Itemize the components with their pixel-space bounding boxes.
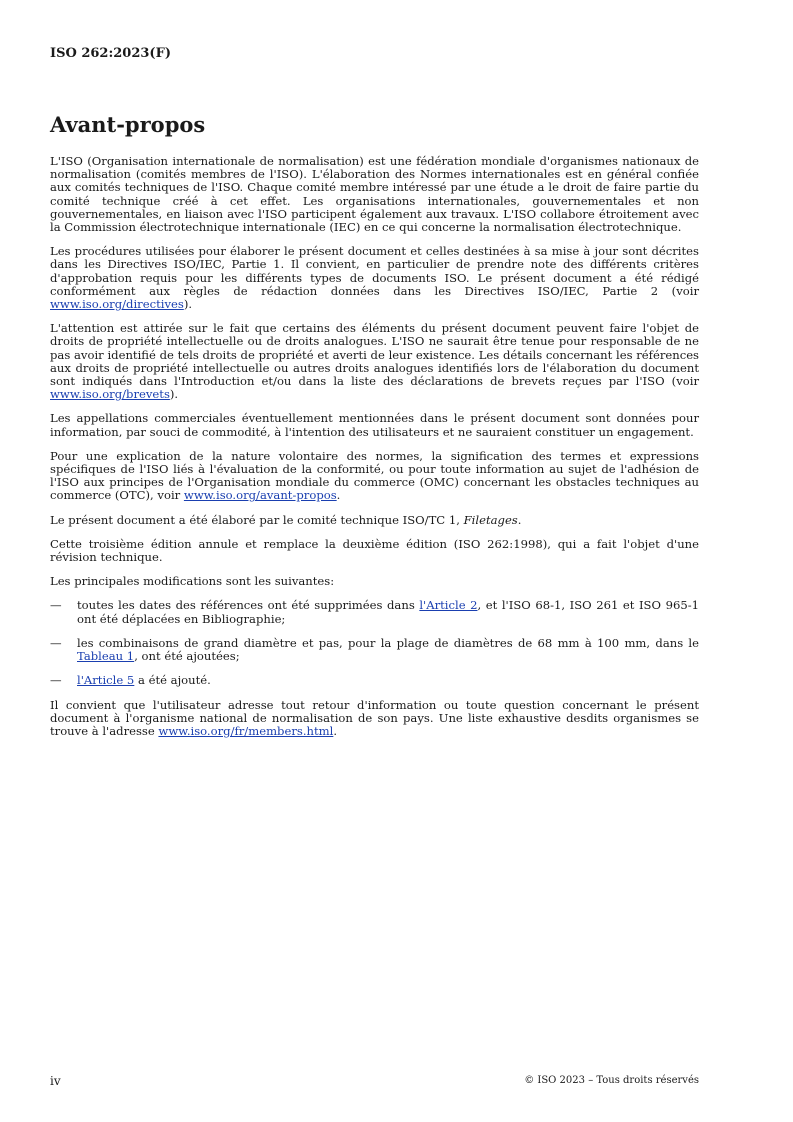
directives-link[interactable]: www.iso.org/directives <box>50 297 184 312</box>
dash-bullet: — <box>50 673 62 688</box>
foreword-body <box>50 155 699 749</box>
list-item: — toutes les dates des références ont été supprimées dans l'Article 2, et l'ISO 68-1, ISO 261 et ISO 965-1 ont été déplacées en Bibliographie; <box>50 598 699 626</box>
paragraph-5: Pour une explication de la nature volontaire des normes, la signification des termes et expressions spécifiques de l'ISO liés à l'évaluation de la conformité, ou pour toute information au sujet de l'adhésion de l'ISO aux principes de l'Organisation mondiale du commerce (OMC) concernant les obstacles techniques au commerce (OTC), voir www.iso.org/avant-propos. <box>50 448 699 503</box>
paragraph-1: L'ISO (Organisation internationale de normalisation) est une fédération mondiale d'organismes nationaux de normalisation (comités membres de l'ISO). L'élaboration des Normes internationales est en général confiée aux comités techniques de l'ISO. Chaque comité membre intéressé par une étude a le droit de faire partie du comité technique créé à cet effet. Les organisations internationales, gouvernementales et non gouvernementales, en liaison avec l'ISO participent également aux travaux. L'ISO collabore étroitement avec la Commission électrotechnique internationale (IEC) en ce qui concerne la normalisation électrotechnique. <box>50 154 699 235</box>
article-2-link[interactable]: l'Article 2 <box>419 598 478 613</box>
paragraph-3: L'attention est attirée sur le fait que certains des éléments du présent document peuvent faire l'objet de droits de propriété intellectuelle ou de droits analogues. L'ISO ne saurait être tenue pour responsable de ne pas avoir identifié de tels droits de propriété et averti de leur existence. Les détails concernant les références aux droits de propriété intellectuelle ou autres droits analogues identifiés lors de l'élaboration du document sont indiqués dans l'Introduction et/ou dans la liste des déclarations de brevets reçues par l'ISO (voir www.iso.org/brevets). <box>50 321 699 402</box>
list-item: — les combinaisons de grand diamètre et pas, pour la plage de diamètres de 68 mm à 100 mm, dans le Tableau 1, ont été ajoutées; <box>50 635 699 664</box>
paragraph-2: Les procédures utilisées pour élaborer le présent document et celles destinées à sa mise à jour sont décrites dans les Directives ISO/IEC, Partie 1. Il convient, en particulier de prendre note des différents critères d'approbation requis pour les différents types de documents ISO. Le présent document a été rédigé conformément aux règles de rédaction données dans les Directives ISO/IEC, Partie 2 (voir www.iso.org/directives). <box>50 244 699 312</box>
committee-title: Filetages <box>463 512 518 527</box>
paragraph-9: Il convient que l'utilisateur adresse tout retour d'information ou toute question concernant le présent document à l'organisme national de normalisation de son pays. Une liste exhaustive desdits organismes se trouve à l'adresse www.iso.org/fr/members.html. <box>50 697 699 738</box>
dash-bullet: — <box>50 635 62 650</box>
article-5-link[interactable]: l'Article 5 <box>77 673 135 688</box>
paragraph-8: Les principales modifications sont les suivantes: <box>50 574 335 589</box>
tableau-1-link[interactable]: Tableau 1 <box>77 649 135 664</box>
dash-bullet: — <box>50 598 62 613</box>
section-title: Avant-propos <box>50 112 206 137</box>
document-id: ISO 262:2023(F) <box>50 46 171 61</box>
paragraph-4: Les appellations commerciales éventuellement mentionnées dans le présent document sont données pour information, par souci de commodité, à l'intention des utilisateurs et ne sauraient constituer un engagement. <box>50 411 699 439</box>
copyright-notice: © ISO 2023 – Tous droits réservés <box>524 1075 699 1086</box>
avant-propos-link[interactable]: www.iso.org/avant-propos <box>183 488 337 503</box>
brevets-link[interactable]: www.iso.org/brevets <box>50 387 170 402</box>
members-link[interactable]: www.iso.org/fr/members.html <box>158 723 334 738</box>
page-number: iv <box>50 1074 61 1088</box>
paragraph-7: Cette troisième édition annule et remplace la deuxième édition (ISO 262:1998), qui a fait l'objet d'une révision technique. <box>50 536 699 565</box>
paragraph-6: Le présent document a été élaboré par le comité technique ISO/TC 1, Filetages. <box>50 512 522 527</box>
list-item: — l'Article 5 a été ajouté. <box>50 673 211 688</box>
